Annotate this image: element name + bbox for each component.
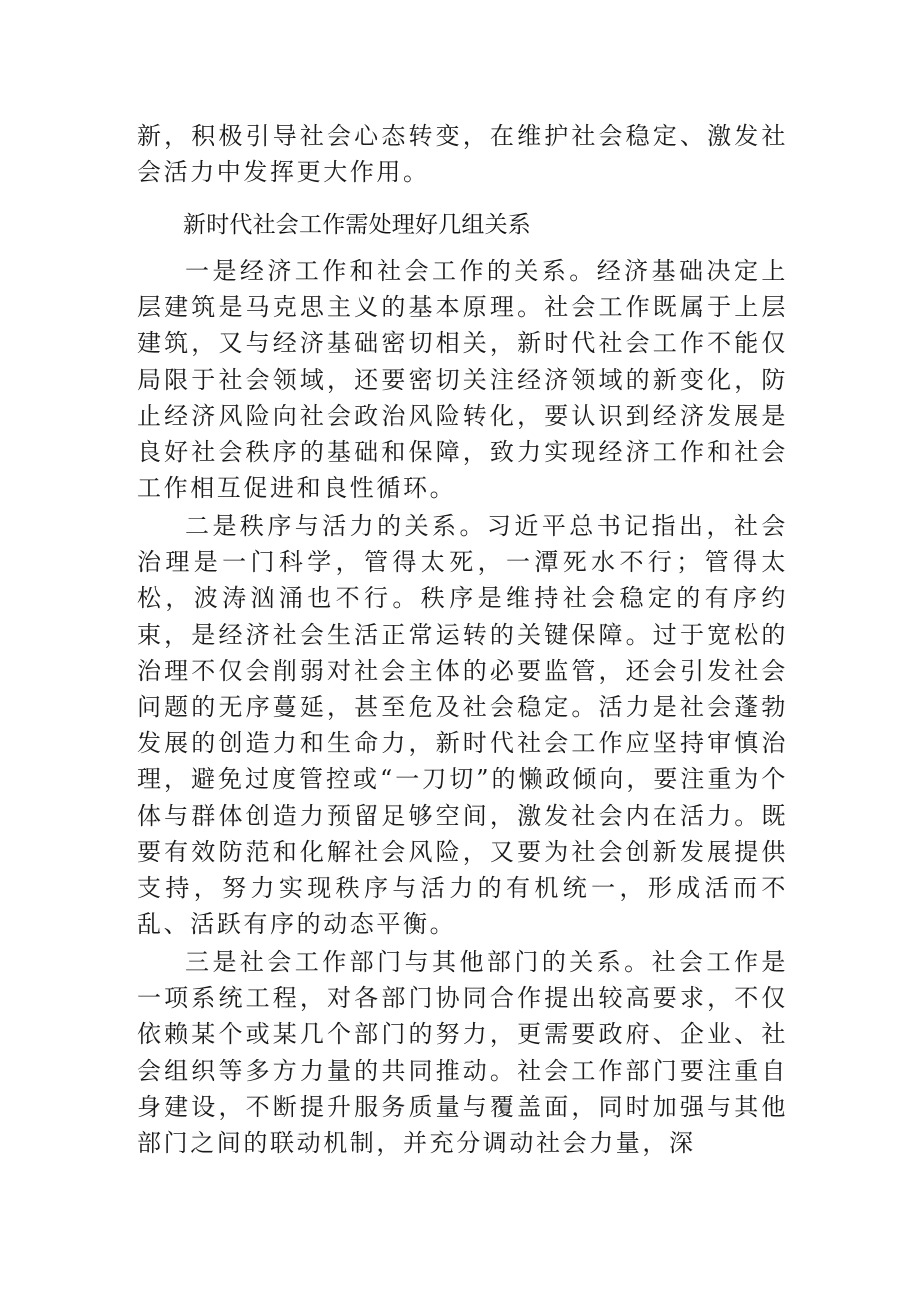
- paragraph-text: 三是社会工作部门与其他部门的关系。社会工作是一项系统工程，对各部门协同合作提出较高要求，不仅依赖某个或某几个部门的努力，更需要政府、企业、社会组织等多方力量的共同推动。社会工作部门要注重自身建设，不断提升服务质量与覆盖面，同时加强与其他部门之间的联动机制，并充分调动社会力量，深: [137, 948, 788, 1158]
- paragraph-text: 二是秩序与活力的关系。习近平总书记指出，社会治理是一门科学，管得太死，一潭死水不行；管得太松，波涛汹涌也不行。秩序是维持社会稳定的有序约束，是经济社会生活正常运转的关键保障。过于宽松的治理不仅会削弱对社会主体的必要监管，还会引发社会问题的无序蔓延，甚至危及社会稳定。活力是社会蓬勃发展的创造力和生命力，新时代社会工作应坚持审慎治理，避免过度管控或“一刀切”的懒政倾向，要注重为个体与群体创造力预留足够空间，激发社会内在活力。既要有效防范和化解社会风险，又要为社会创新发展提供支持，努力实现秩序与活力的有机统一，形成活而不乱、活跃有序的动态平衡。: [137, 512, 788, 939]
- paragraph-order-vitality: [137, 508, 788, 942]
- paragraph-departments: [137, 944, 788, 1161]
- continued-paragraph: [137, 118, 788, 190]
- paragraph-text: 一是经济工作和社会工作的关系。经济基础决定上层建筑是马克思主义的基本原理。社会工作既属于上层建筑，又与经济基础密切相关，新时代社会工作不能仅局限于社会领域，还要密切关注经济领域的新变化，防止经济风险向社会政治风险转化，要认识到经济发展是良好社会秩序的基础和保障，致力实现经济工作和社会工作相互促进和良性循环。: [137, 257, 788, 503]
- continued-paragraph-text: 新，积极引导社会心态转变，在维护社会稳定、激发社会活力中发挥更大作用。: [137, 122, 788, 187]
- section-heading: 新时代社会工作需处理好几组关系: [183, 212, 531, 238]
- paragraph-economy-society: [137, 253, 788, 506]
